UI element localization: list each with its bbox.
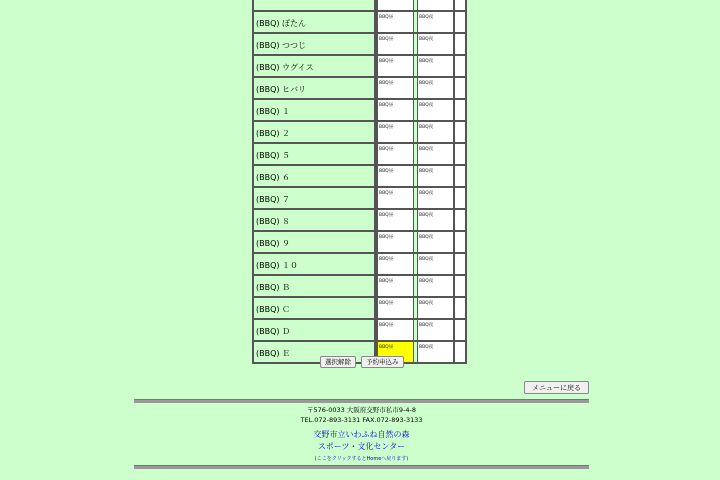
slot-evening[interactable]: BBQ夜 xyxy=(417,253,454,275)
slot-daytime[interactable] xyxy=(377,0,414,11)
grid-row xyxy=(253,231,466,253)
slot-daytime[interactable]: BBQ昼 xyxy=(377,11,414,33)
footer-phone: TEL.072-893-3131 FAX.072-893-3133 xyxy=(300,416,423,424)
grid-row xyxy=(253,187,466,209)
slot-evening[interactable]: BBQ夜 xyxy=(417,319,454,341)
grid-row xyxy=(253,143,466,165)
slot-daytime[interactable]: BBQ昼 xyxy=(377,77,414,99)
grid-row xyxy=(253,33,466,55)
grid-empty-cell xyxy=(454,0,466,11)
slot-daytime[interactable]: BBQ昼 xyxy=(377,341,414,363)
slot-daytime[interactable]: BBQ昼 xyxy=(377,33,414,55)
footer xyxy=(134,405,589,465)
submit-reservation-button[interactable]: 予約申込み xyxy=(361,356,404,368)
slot-evening[interactable]: BBQ夜 xyxy=(417,165,454,187)
slot-daytime[interactable]: BBQ昼 xyxy=(377,165,414,187)
facility-name: (BBQ) Ｂ xyxy=(253,275,377,297)
clear-selection-button[interactable]: 選択解除 xyxy=(320,356,356,368)
grid-row xyxy=(253,99,466,121)
facility-name: (BBQ) ヒバリ xyxy=(253,77,377,99)
facility-name: (BBQ) ５ xyxy=(253,143,377,165)
reservation-grid xyxy=(252,0,467,364)
grid-empty-cell xyxy=(454,99,466,121)
slot-daytime[interactable]: BBQ昼 xyxy=(377,99,414,121)
facility-name: (BBQ) ぼたん xyxy=(253,11,377,33)
slot-evening[interactable]: BBQ夜 xyxy=(417,297,454,319)
home-link-line1[interactable]: 交野市立いわふね自然の森 xyxy=(313,430,410,439)
slot-evening[interactable]: BBQ夜 xyxy=(417,11,454,33)
grid-row xyxy=(253,165,466,187)
grid-row xyxy=(253,77,466,99)
facility-name: (BBQ) ２ xyxy=(253,121,377,143)
slot-evening[interactable]: BBQ夜 xyxy=(417,55,454,77)
facility-name: (BBQ) Ｃ xyxy=(253,297,377,319)
home-link-line2[interactable]: スポーツ・文化センター xyxy=(317,442,406,451)
reservation-grid-body xyxy=(253,0,466,363)
facility-name: (BBQ) Ｅ xyxy=(253,341,377,363)
footer-bottom-divider xyxy=(134,465,589,469)
grid-empty-cell xyxy=(454,165,466,187)
grid-row xyxy=(253,319,466,341)
slot-evening[interactable]: BBQ夜 xyxy=(417,99,454,121)
slot-daytime[interactable]: BBQ昼 xyxy=(377,121,414,143)
facility-name: (BBQ) つつじ xyxy=(253,33,377,55)
slot-evening[interactable]: BBQ夜 xyxy=(417,77,454,99)
grid-empty-cell xyxy=(454,143,466,165)
slot-evening[interactable]: BBQ夜 xyxy=(417,275,454,297)
slot-daytime[interactable]: BBQ昼 xyxy=(377,297,414,319)
grid-empty-cell xyxy=(454,187,466,209)
facility-name: (BBQ) ６ xyxy=(253,165,377,187)
slot-evening[interactable]: BBQ夜 xyxy=(417,209,454,231)
grid-empty-cell xyxy=(454,11,466,33)
slot-evening[interactable]: BBQ夜 xyxy=(417,121,454,143)
slot-daytime[interactable]: BBQ昼 xyxy=(377,187,414,209)
slot-evening[interactable]: BBQ夜 xyxy=(417,33,454,55)
slot-daytime[interactable]: BBQ昼 xyxy=(377,231,414,253)
grid-empty-cell xyxy=(454,77,466,99)
grid-empty-cell xyxy=(454,121,466,143)
grid-empty-cell xyxy=(454,319,466,341)
facility-name: (BBQ) ウグイス xyxy=(253,55,377,77)
footer-address: 〒576-0033 大阪府交野市私市9-4-8 xyxy=(307,406,416,414)
grid-empty-cell xyxy=(454,275,466,297)
slot-evening[interactable]: BBQ夜 xyxy=(417,143,454,165)
grid-empty-cell xyxy=(454,341,466,363)
slot-daytime[interactable]: BBQ昼 xyxy=(377,209,414,231)
grid-row xyxy=(253,121,466,143)
footer-top-divider xyxy=(134,399,589,403)
slot-daytime[interactable]: BBQ昼 xyxy=(377,275,414,297)
slot-evening[interactable]: BBQ夜 xyxy=(417,341,454,363)
grid-row xyxy=(253,0,466,11)
facility-name xyxy=(253,0,377,11)
grid-row xyxy=(253,209,466,231)
slot-evening[interactable] xyxy=(417,0,454,11)
grid-row xyxy=(253,55,466,77)
slot-daytime[interactable]: BBQ昼 xyxy=(377,143,414,165)
grid-row xyxy=(253,11,466,33)
facility-name: (BBQ) ７ xyxy=(253,187,377,209)
facility-name: (BBQ) Ｄ xyxy=(253,319,377,341)
slot-evening[interactable]: BBQ夜 xyxy=(417,231,454,253)
grid-row xyxy=(253,297,466,319)
slot-daytime[interactable]: BBQ昼 xyxy=(377,253,414,275)
slot-daytime[interactable]: BBQ昼 xyxy=(377,319,414,341)
grid-empty-cell xyxy=(454,231,466,253)
home-link-hint[interactable]: (ここをクリックするとHomeへ戻ります) xyxy=(314,456,409,462)
facility-name: (BBQ) １ xyxy=(253,99,377,121)
back-to-menu-button[interactable]: メニューに戻る xyxy=(524,381,589,394)
grid-empty-cell xyxy=(454,297,466,319)
facility-name: (BBQ) １０ xyxy=(253,253,377,275)
grid-row xyxy=(253,341,466,363)
slot-daytime[interactable]: BBQ昼 xyxy=(377,55,414,77)
grid-row xyxy=(253,275,466,297)
grid-empty-cell xyxy=(454,55,466,77)
grid-empty-cell xyxy=(454,253,466,275)
grid-empty-cell xyxy=(454,209,466,231)
grid-row xyxy=(253,253,466,275)
grid-empty-cell xyxy=(454,33,466,55)
facility-name: (BBQ) ９ xyxy=(253,231,377,253)
facility-name: (BBQ) ８ xyxy=(253,209,377,231)
slot-evening[interactable]: BBQ夜 xyxy=(417,187,454,209)
